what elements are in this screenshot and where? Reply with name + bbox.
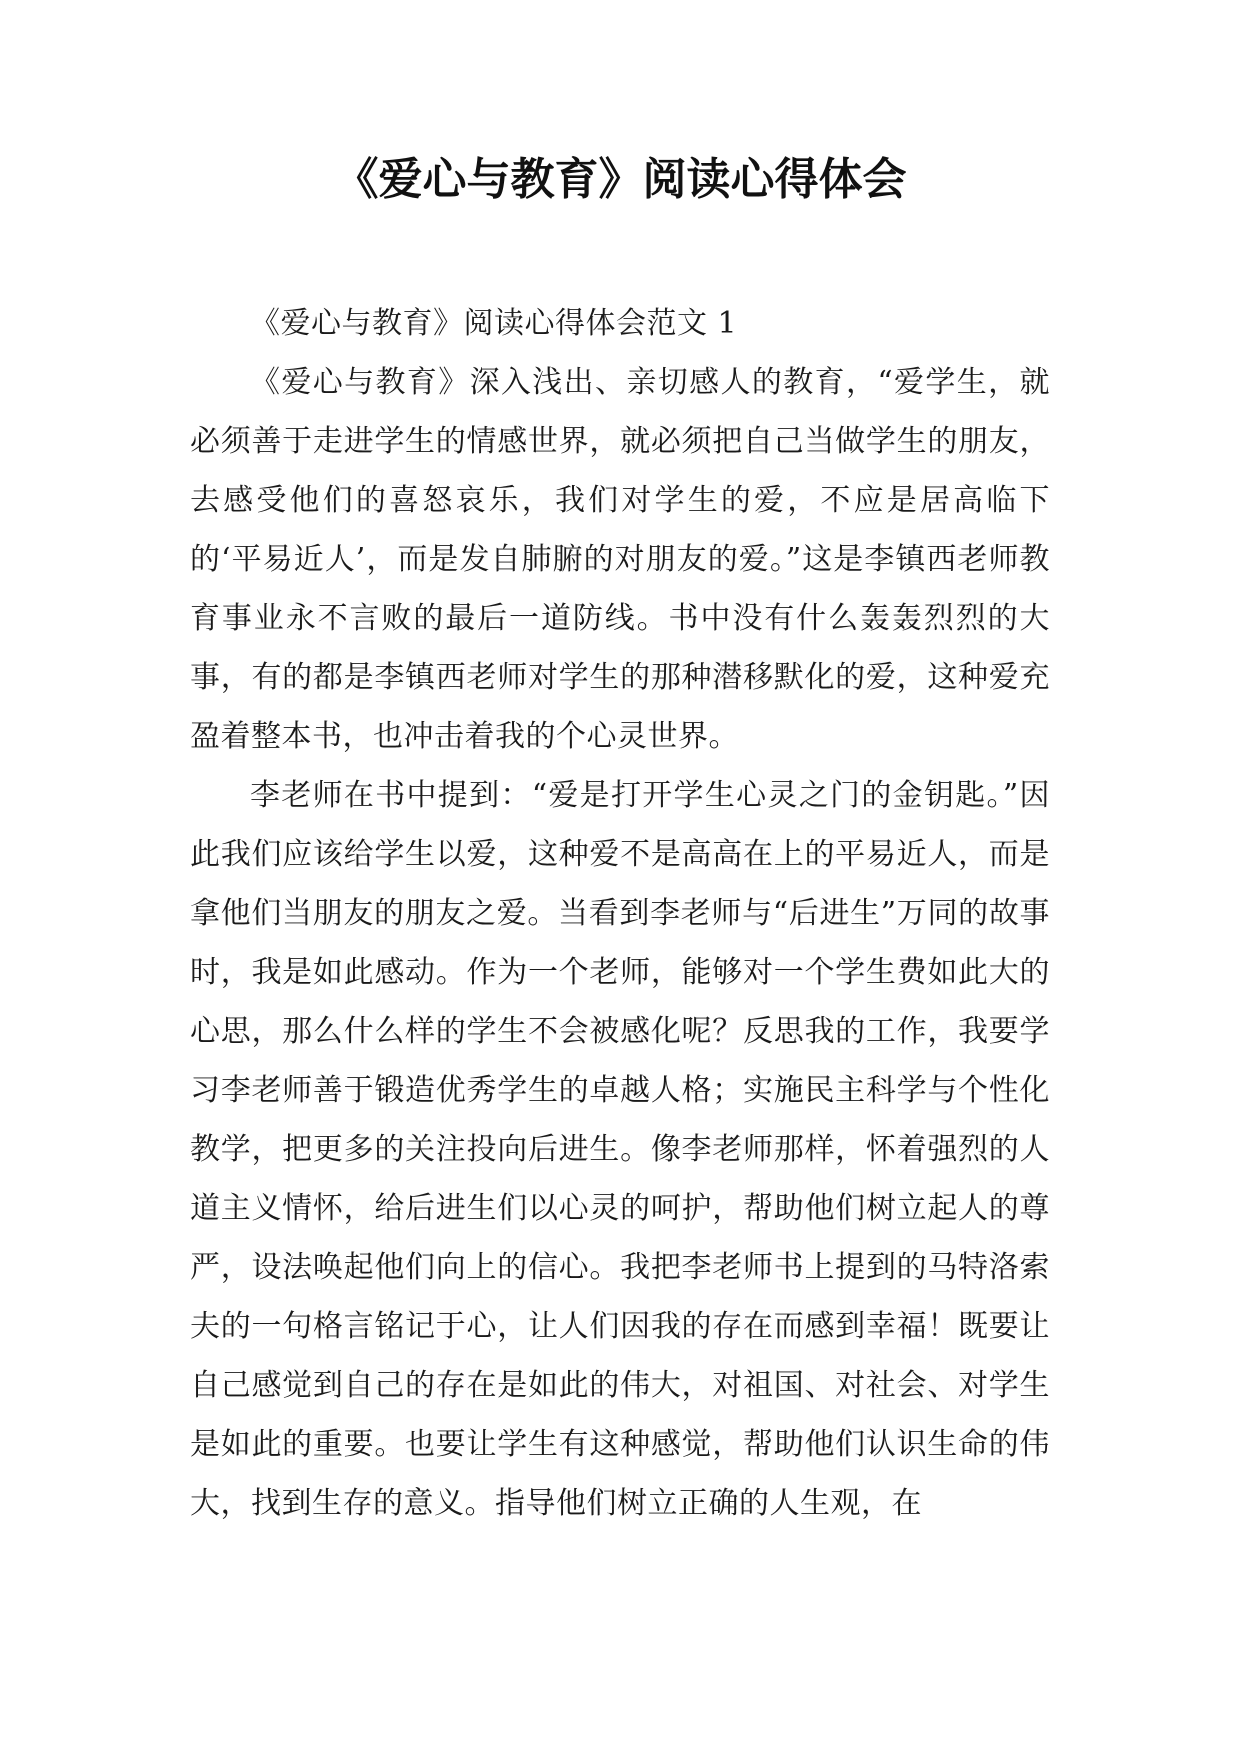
paragraph-2: 李老师在书中提到：“爱是打开学生心灵之门的金钥匙。”因此我们应该给学生以爱，这种爱不是高高在上的平易近人，而是拿他们当朋友的朋友之爱。当看到李老师与“后进生”万同的故事时，我是如此感动。作为一个老师，能够对一个学生费如此大的心思，那么什么样的学生不会被感化呢？反思我的工作，我要学习李老师善于锻造优秀学生的卓越人格；实施民主科学与个性化教学，把更多的关注投向后进生。像李老师那样，怀着强烈的人道主义情怀，给后进生们以心灵的呵护，帮助他们树立起人的尊严，设法唤起他们向上的信心。我把李老师书上提到的马特洛索夫的一句格言铭记于心，让人们因我的存在而感到幸福！既要让自己感觉到自己的存在是如此的伟大，对祖国、对社会、对学生是如此的重要。也要让学生有这种感觉，帮助他们认识生命的伟大，找到生存的意义。指导他们树立正确的人生观，在: [190, 778, 1050, 1521]
section-subtitle: 《爱心与教育》阅读心得体会范文 1: [250, 306, 738, 341]
document-body: [190, 294, 1050, 1533]
paragraph-1: 《爱心与教育》深入浅出、亲切感人的教育，“爱学生，就必须善于走进学生的情感世界，就必须把自己当做学生的朋友，去感受他们的喜怒哀乐，我们对学生的爱，不应是居高临下的‘平易近人’，而是发自肺腑的对朋友的爱。”这是李镇西老师教育事业永不言败的最后一道防线。书中没有什么轰轰烈烈的大事，有的都是李镇西老师对学生的那种潜移默化的爱，这种爱充盈着整本书，也冲击着我的个心灵世界。: [190, 365, 1050, 754]
document-title: 《爱心与教育》阅读心得体会: [334, 154, 907, 205]
